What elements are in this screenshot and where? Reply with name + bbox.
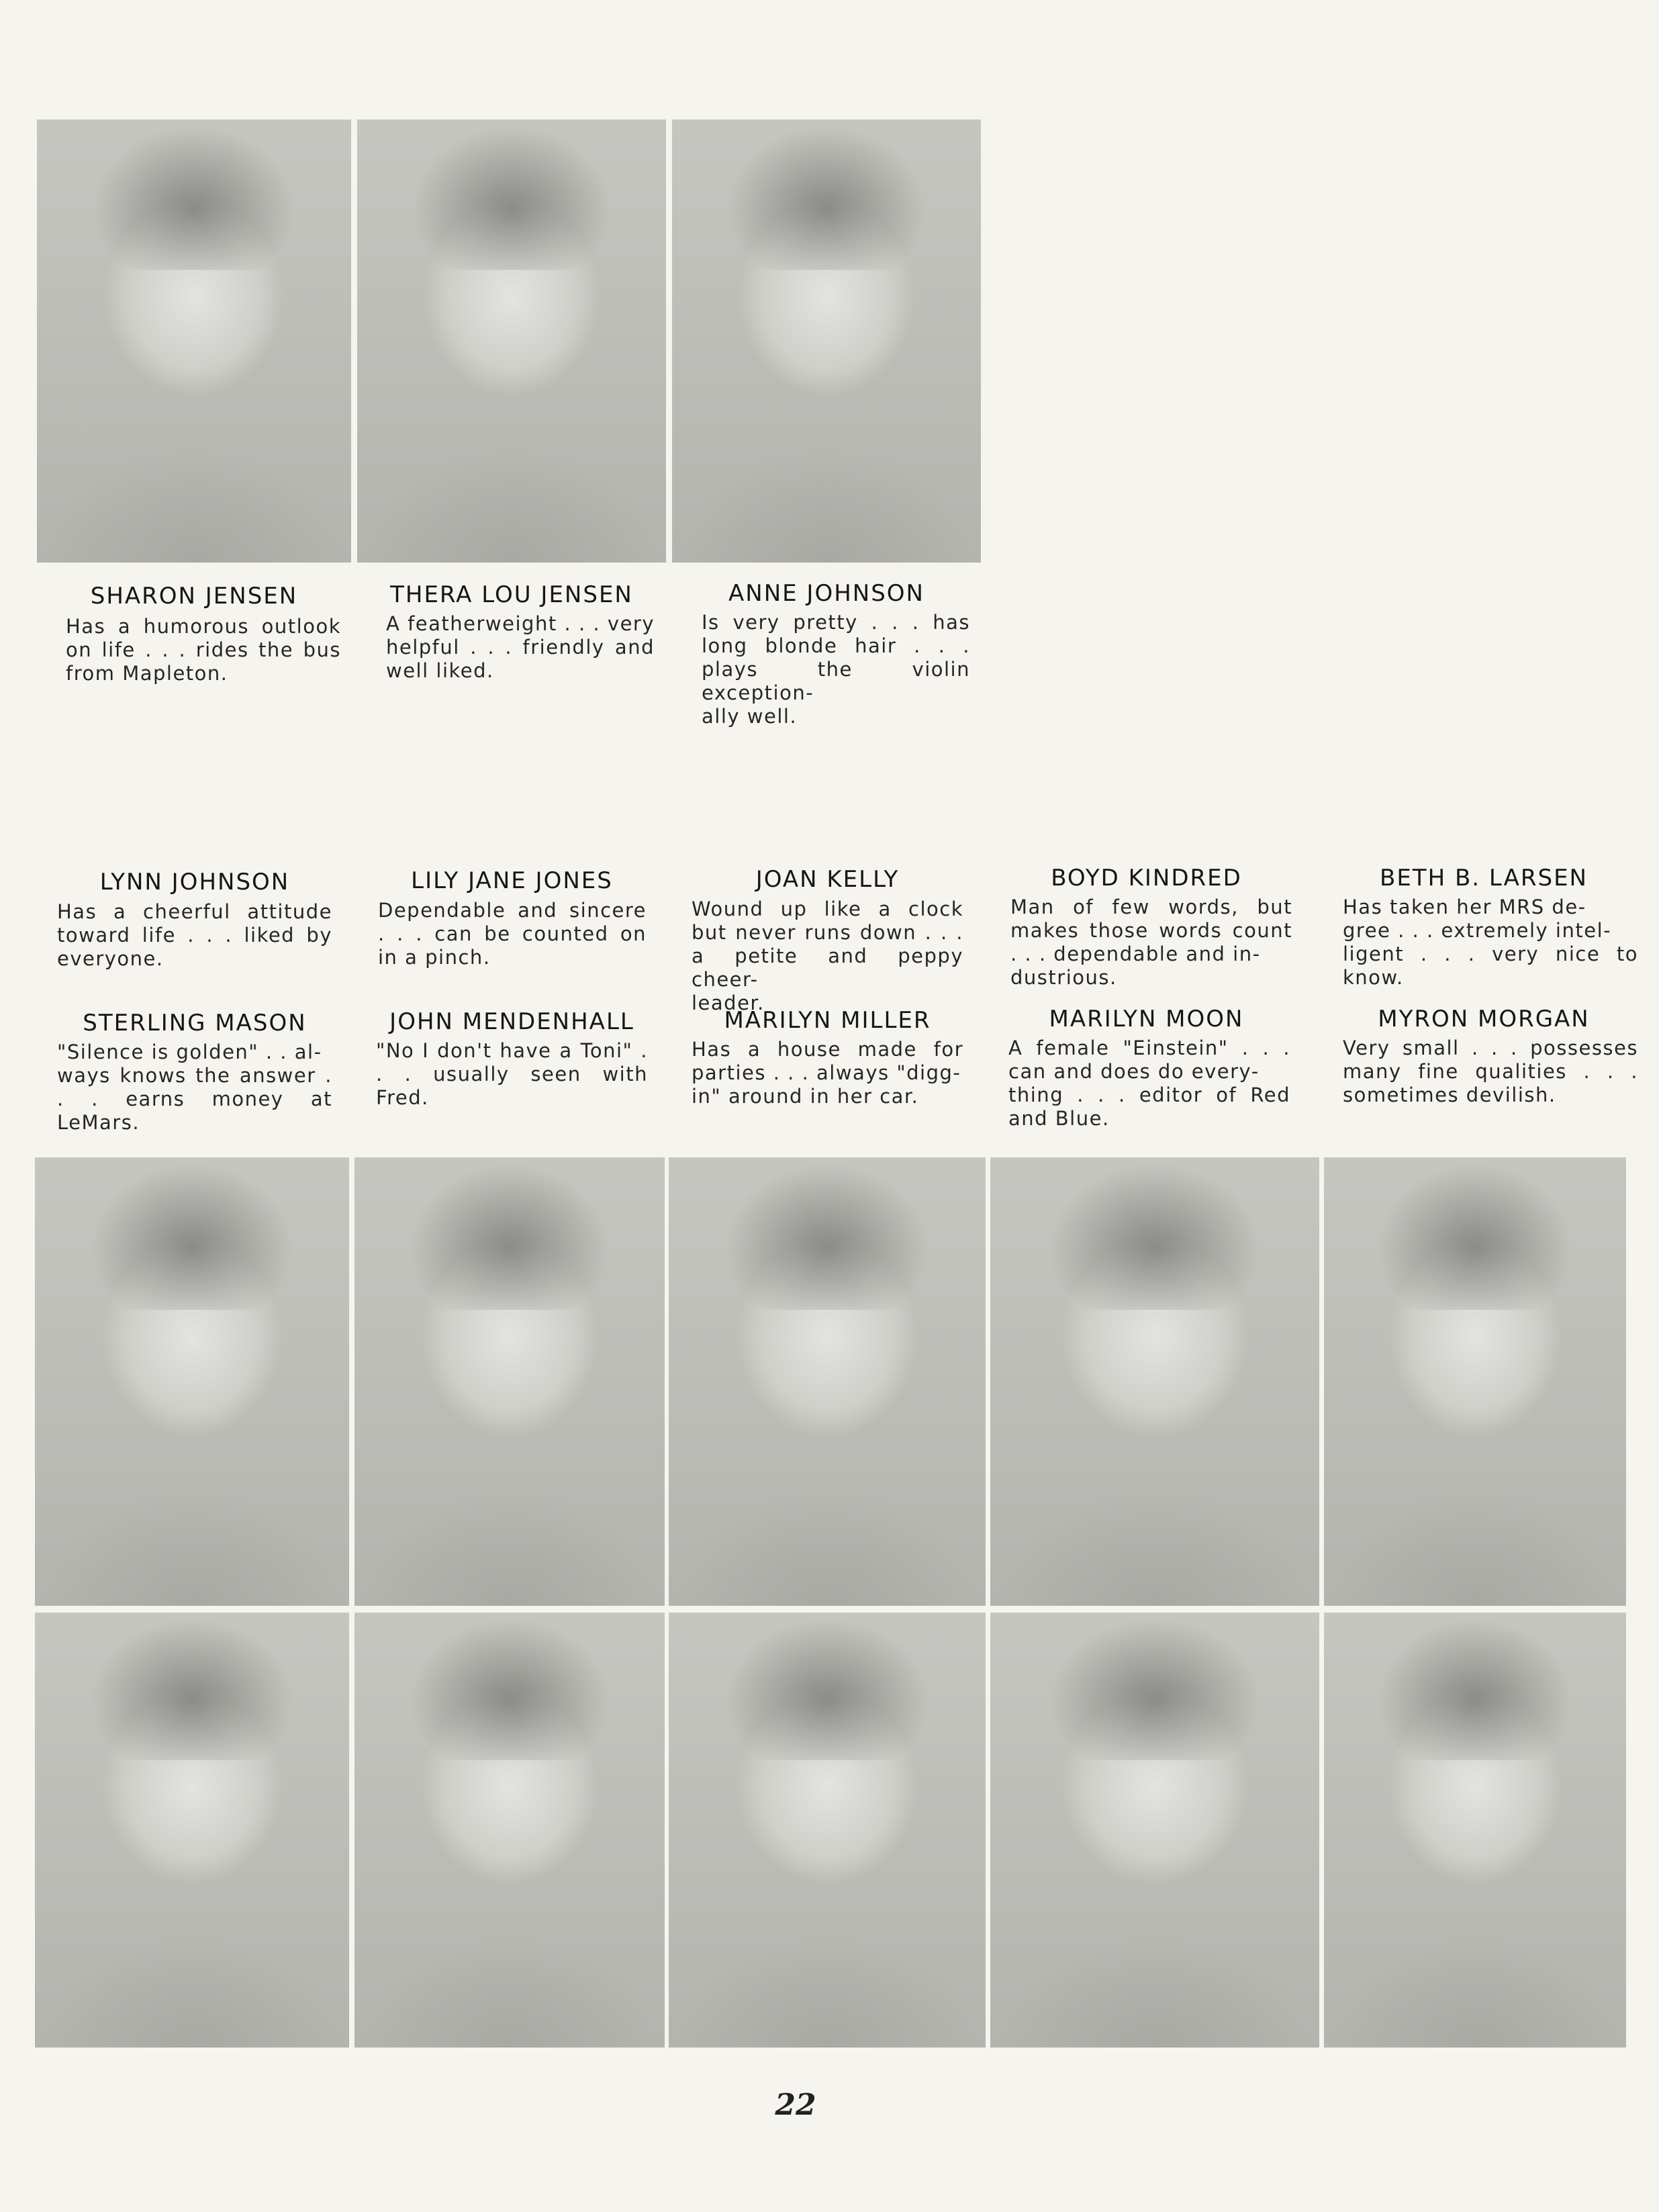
student-name: LYNN JOHNSON bbox=[99, 869, 290, 896]
student-name: BETH B. LARSEN bbox=[1380, 865, 1588, 892]
student-name: MYRON MORGAN bbox=[1378, 1006, 1590, 1032]
student-description: "Silence is golden" . . al- ways knows the answer . . . earns money at LeMars. bbox=[57, 1041, 332, 1134]
portrait-photo bbox=[1324, 1157, 1626, 1606]
student-description: Is very pretty . . . has long blonde hair . . . plays the violin exception- ally well. bbox=[702, 611, 970, 728]
student-name: BOYD KINDRED bbox=[1051, 865, 1242, 892]
portrait-photo bbox=[35, 1157, 349, 1606]
portrait-photo bbox=[1324, 1613, 1626, 2048]
student-description: Has a house made for parties . . . always "digg- in" around in her car. bbox=[692, 1038, 963, 1108]
student-description: Has taken her MRS de- gree . . . extremely intel- ligent . . . very nice to know. bbox=[1343, 896, 1638, 989]
student-description: Dependable and sincere . . . can be counted on in a pinch. bbox=[378, 899, 647, 969]
student-name: MARILYN MOON bbox=[1049, 1006, 1244, 1032]
student-name: ANNE JOHNSON bbox=[728, 580, 925, 607]
portrait-photo bbox=[990, 1613, 1319, 2048]
portrait-photo bbox=[35, 1613, 349, 2048]
portrait-photo bbox=[672, 119, 981, 563]
portrait-photo bbox=[669, 1157, 986, 1606]
student-name: THERA LOU JENSEN bbox=[390, 581, 633, 608]
student-description: "No I don't have a Toni" . . . usually seen with Fred. bbox=[376, 1039, 648, 1109]
student-name: LILY JANE JONES bbox=[411, 867, 613, 894]
student-description: Wound up like a clock but never runs down . . . a petite and peppy cheer- leader. bbox=[692, 898, 963, 1014]
portrait-photo bbox=[357, 119, 666, 563]
portrait-photo bbox=[990, 1157, 1319, 1606]
student-description: Man of few words, but makes those words count . . . dependable and in- dustrious. bbox=[1010, 896, 1292, 989]
student-name: STERLING MASON bbox=[83, 1010, 307, 1037]
page-number: 22 bbox=[775, 2088, 816, 2122]
student-description: Very small . . . possesses many fine qualities . . . sometimes devilish. bbox=[1343, 1037, 1638, 1106]
student-description: Has a humorous outlook on life . . . rides the bus from Mapleton. bbox=[66, 615, 341, 685]
student-name: SHARON JENSEN bbox=[90, 583, 298, 610]
student-name: JOAN KELLY bbox=[755, 866, 900, 893]
portrait-photo bbox=[354, 1157, 665, 1606]
student-description: A female "Einstein" . . . can and does do every- thing . . . editor of Red and Blue. bbox=[1008, 1037, 1290, 1130]
student-description: A featherweight . . . very helpful . . . friendly and well liked. bbox=[386, 612, 655, 682]
portrait-photo bbox=[37, 119, 351, 563]
student-description: Has a cheerful attitude toward life . . . liked by everyone. bbox=[57, 900, 332, 970]
portrait-photo bbox=[354, 1613, 665, 2048]
portrait-photo bbox=[669, 1613, 986, 2048]
student-name: JOHN MENDENHALL bbox=[389, 1008, 634, 1035]
student-name: MARILYN MILLER bbox=[724, 1007, 931, 1034]
